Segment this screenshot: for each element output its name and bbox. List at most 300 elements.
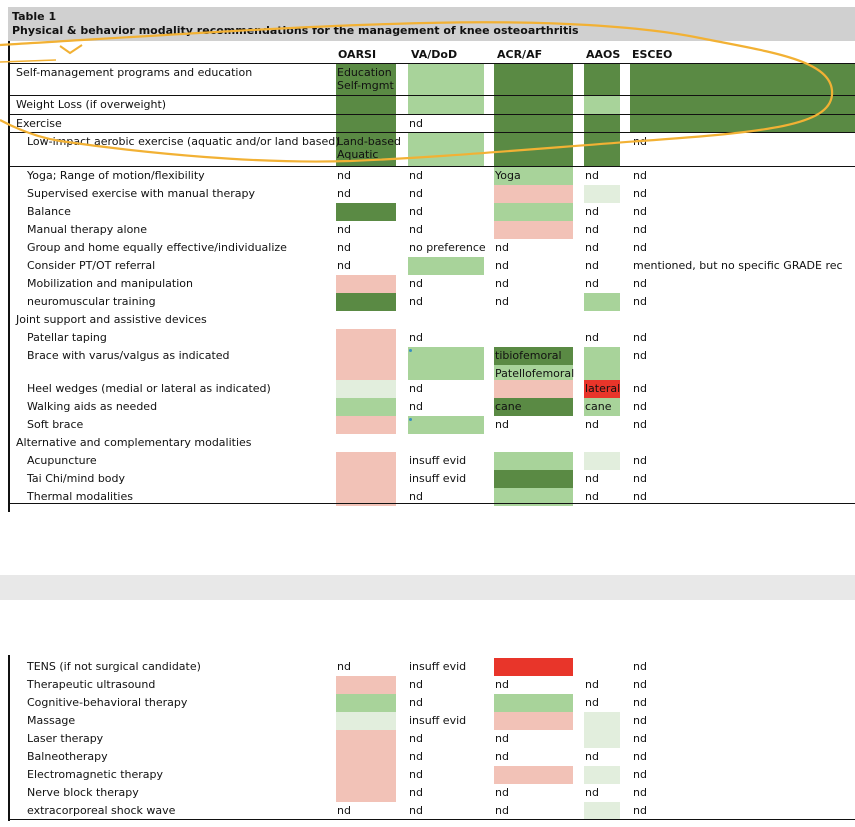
cell-text: nd — [409, 295, 423, 308]
row-label: Balneotherapy — [27, 750, 108, 763]
cell-acr-af — [494, 311, 573, 329]
cell-va-dod — [408, 257, 484, 275]
cell-esceo — [630, 784, 855, 802]
row-rule — [10, 503, 855, 504]
cell-text: lateral — [585, 382, 621, 395]
cell-acr-af — [494, 239, 573, 257]
marker-dot-icon — [409, 418, 412, 421]
table-row — [10, 185, 855, 203]
cell-va-dod — [408, 380, 484, 398]
table-row — [10, 293, 855, 311]
cell-esceo — [630, 658, 855, 676]
table-row — [10, 96, 855, 114]
cell-text: nd — [633, 241, 647, 254]
cell-text: nd — [585, 205, 599, 218]
cell-va-dod — [408, 398, 484, 416]
cell-acr-af — [494, 676, 573, 694]
table-row — [10, 275, 855, 293]
cell-text: nd — [633, 331, 647, 344]
cell-text: nd — [633, 223, 647, 236]
cell-oarsi — [336, 470, 396, 488]
cell-aaos — [584, 748, 620, 766]
cell-text: nd — [585, 169, 599, 182]
cell-va-dod — [408, 185, 484, 203]
row-label: Supervised exercise with manual therapy — [27, 187, 255, 200]
row-rule — [10, 819, 855, 820]
cell-text: nd — [633, 768, 647, 781]
cell-acr-af — [494, 115, 573, 132]
row-label: Joint support and assistive devices — [16, 313, 207, 326]
cell-text: nd — [409, 804, 423, 817]
table-row — [10, 133, 855, 166]
table-row — [10, 470, 855, 488]
row-label: Weight Loss (if overweight) — [16, 98, 167, 111]
cell-oarsi — [336, 730, 396, 748]
cell-text: nd — [409, 768, 423, 781]
cell-va-dod — [408, 434, 484, 452]
cell-esceo — [630, 730, 855, 748]
cell-acr-af — [494, 133, 573, 166]
table-row — [10, 64, 855, 95]
row-rule — [10, 95, 855, 96]
table-row — [10, 347, 855, 380]
row-label: Cognitive-behavioral therapy — [27, 696, 188, 709]
cell-oarsi — [336, 133, 401, 166]
cell-text: nd — [633, 382, 647, 395]
cell-aaos — [584, 185, 620, 203]
cell-va-dod — [408, 133, 484, 166]
cell-oarsi — [336, 766, 396, 784]
cell-esceo — [630, 380, 855, 398]
cell-text: nd — [585, 331, 599, 344]
cell-esceo — [630, 329, 855, 347]
cell-va-dod — [408, 470, 484, 488]
cell-va-dod — [408, 239, 484, 257]
cell-text: nd — [633, 696, 647, 709]
cell-text: nd — [409, 187, 423, 200]
cell-text: Land-based Aquatic — [337, 135, 401, 161]
table-row — [10, 452, 855, 470]
cell-text: nd — [337, 660, 351, 673]
annotation-tick-stroke — [60, 45, 82, 53]
cell-text: insuff evid — [409, 454, 467, 467]
row-label: Consider PT/OT referral — [27, 259, 156, 272]
cell-text: nd — [337, 804, 351, 817]
row-label: TENS (if not surgical candidate) — [27, 660, 201, 673]
cell-text: nd — [495, 295, 509, 308]
cell-esceo — [630, 748, 855, 766]
cell-aaos — [584, 96, 620, 114]
row-label: Group and home equally effective/individualize — [27, 241, 287, 254]
table-subtitle: Physical & behavior modality recommendations for the management of knee osteoarthritis — [12, 24, 579, 37]
cell-oarsi — [336, 96, 396, 114]
cell-aaos — [584, 380, 620, 398]
cell-text: nd — [409, 117, 423, 130]
cell-text: nd — [633, 169, 647, 182]
table-row — [10, 239, 855, 257]
cell-text: nd — [409, 277, 423, 290]
cell-text: nd — [337, 241, 351, 254]
cell-acr-af — [494, 658, 573, 676]
cell-text: Patellofemoral — [495, 367, 575, 380]
cell-text: nd — [633, 786, 647, 799]
cell-aaos — [584, 329, 620, 347]
cell-text: nd — [495, 241, 509, 254]
row-label: Electromagnetic therapy — [27, 768, 164, 781]
cell-text: Yoga — [495, 169, 521, 182]
cell-esceo — [630, 221, 855, 239]
row-label: Exercise — [16, 117, 62, 130]
cell-va-dod — [408, 329, 484, 347]
row-label: neuromuscular training — [27, 295, 156, 308]
cell-text: nd — [585, 696, 599, 709]
row-label: Manual therapy alone — [27, 223, 148, 236]
cell-aaos — [584, 470, 620, 488]
cell-oarsi — [336, 398, 396, 416]
table-row — [10, 380, 855, 398]
cell-esceo — [630, 64, 855, 95]
cell-oarsi — [336, 694, 396, 712]
cell-va-dod — [408, 658, 484, 676]
cell-text: nd — [633, 660, 647, 673]
cell-aaos — [584, 434, 620, 452]
row-label: Self-management programs and education — [16, 66, 253, 79]
cell-text: nd — [585, 259, 599, 272]
cell-acr-af — [494, 64, 573, 95]
table-row — [10, 167, 855, 185]
cell-aaos — [584, 452, 620, 470]
cell-oarsi — [336, 784, 396, 802]
row-label: Nerve block therapy — [27, 786, 139, 799]
cell-acr-af — [494, 434, 573, 452]
cell-acr-af — [494, 748, 573, 766]
cell-oarsi — [336, 658, 396, 676]
cell-oarsi — [336, 676, 396, 694]
table-panel-bottom — [0, 655, 855, 827]
column-header-va-dod: VA/DoD — [411, 48, 458, 61]
cell-oarsi — [336, 167, 396, 185]
cell-aaos — [584, 658, 620, 676]
cell-esceo — [630, 293, 855, 311]
table-title: Table 1 — [12, 10, 57, 23]
cell-acr-af — [494, 221, 573, 239]
column-header-esceo: ESCEO — [632, 48, 673, 61]
column-header-acr-af: ACR/AF — [497, 48, 543, 61]
cell-va-dod — [408, 293, 484, 311]
cell-esceo — [630, 115, 855, 132]
marker-dot-icon — [409, 349, 412, 352]
cell-text: nd — [633, 418, 647, 431]
cell-oarsi — [336, 64, 396, 95]
cell-acr-af — [494, 730, 573, 748]
cell-text: nd — [495, 277, 509, 290]
cell-esceo — [630, 203, 855, 221]
cell-text: nd — [633, 732, 647, 745]
table-row — [10, 115, 855, 132]
cell-text: insuff evid — [409, 472, 467, 485]
cell-text: nd — [495, 678, 509, 691]
cell-oarsi — [336, 434, 396, 452]
cell-esceo — [630, 257, 855, 275]
table-row — [10, 658, 855, 676]
cell-acr-af — [494, 203, 573, 221]
cell-oarsi — [336, 239, 396, 257]
row-label: Therapeutic ultrasound — [27, 678, 156, 691]
cell-esceo — [630, 470, 855, 488]
cell-esceo — [630, 712, 855, 730]
cell-acr-af — [494, 766, 573, 784]
cell-aaos — [584, 257, 620, 275]
cell-text: nd — [409, 678, 423, 691]
cell-text: nd — [337, 259, 351, 272]
cell-oarsi — [336, 416, 396, 434]
table-row — [10, 221, 855, 239]
cell-va-dod — [408, 730, 484, 748]
row-label: Heel wedges (medial or lateral as indicated) — [27, 382, 271, 395]
cell-va-dod — [408, 784, 484, 802]
cell-text: nd — [633, 750, 647, 763]
cell-esceo — [630, 239, 855, 257]
screenshot-separator — [0, 575, 855, 600]
cell-text: nd — [633, 400, 647, 413]
cell-text: nd — [409, 169, 423, 182]
table-row — [10, 712, 855, 730]
cell-text: nd — [633, 472, 647, 485]
row-rule — [10, 166, 855, 167]
cell-text: nd — [633, 205, 647, 218]
cell-text: tibiofemoral — [495, 349, 562, 362]
cell-oarsi — [336, 748, 396, 766]
table-row — [10, 802, 855, 820]
row-label: Laser therapy — [27, 732, 104, 745]
cell-aaos — [584, 221, 620, 239]
cell-oarsi — [336, 311, 396, 329]
cell-oarsi — [336, 203, 396, 221]
cell-va-dod — [408, 347, 484, 380]
cell-va-dod — [408, 275, 484, 293]
cell-text: nd — [495, 750, 509, 763]
cell-aaos — [584, 712, 620, 730]
cell-text: nd — [337, 187, 351, 200]
table-row — [10, 311, 855, 329]
cell-va-dod — [408, 452, 484, 470]
cell-aaos — [584, 311, 620, 329]
cell-aaos — [584, 239, 620, 257]
cell-va-dod — [408, 167, 484, 185]
row-label: Balance — [27, 205, 71, 218]
cell-va-dod — [408, 676, 484, 694]
cell-oarsi — [336, 802, 396, 820]
table-row — [10, 730, 855, 748]
cell-esceo — [630, 311, 855, 329]
cell-text: nd — [495, 732, 509, 745]
cell-esceo — [630, 275, 855, 293]
cell-text: nd — [495, 418, 509, 431]
cell-acr-af — [494, 293, 573, 311]
cell-text: nd — [633, 678, 647, 691]
cell-esceo — [630, 185, 855, 203]
cell-acr-af — [494, 380, 573, 398]
cell-esceo — [630, 96, 855, 114]
cell-esceo — [630, 766, 855, 784]
row-label: Alternative and complementary modalities — [16, 436, 252, 449]
row-label: Massage — [27, 714, 76, 727]
cell-text: nd — [409, 382, 423, 395]
cell-esceo — [630, 398, 855, 416]
cell-text: insuff evid — [409, 714, 467, 727]
cell-text: nd — [409, 223, 423, 236]
cell-acr-af — [494, 416, 573, 434]
table-row — [10, 434, 855, 452]
cell-va-dod — [408, 311, 484, 329]
cell-acr-af — [494, 694, 573, 712]
cell-aaos — [584, 398, 620, 416]
cell-text: nd — [585, 418, 599, 431]
cell-text: nd — [633, 804, 647, 817]
cell-text: nd — [585, 472, 599, 485]
table-row — [10, 416, 855, 434]
cell-text: nd — [633, 277, 647, 290]
table-row — [10, 748, 855, 766]
cell-text: nd — [633, 135, 647, 148]
table-row — [10, 694, 855, 712]
cell-aaos — [584, 133, 620, 166]
cell-acr-af — [494, 784, 573, 802]
cell-text: nd — [495, 786, 509, 799]
cell-text: nd — [633, 349, 647, 362]
cell-aaos — [584, 416, 620, 434]
cell-oarsi — [336, 452, 396, 470]
table-row — [10, 203, 855, 221]
table-row — [10, 329, 855, 347]
cell-text: nd — [633, 714, 647, 727]
cell-oarsi — [336, 712, 396, 730]
cell-text: cane — [495, 400, 522, 413]
row-label: Mobilization and manipulation — [27, 277, 193, 290]
row-rule — [10, 114, 855, 115]
cell-esceo — [630, 416, 855, 434]
row-label: Low-impact aerobic exercise (aquatic and/or land based) — [27, 135, 340, 148]
table-row — [10, 676, 855, 694]
cell-va-dod — [408, 748, 484, 766]
column-header-aaos: AAOS — [586, 48, 621, 61]
row-label: Patellar taping — [27, 331, 107, 344]
cell-acr-af — [494, 185, 573, 203]
row-label: Acupuncture — [27, 454, 97, 467]
cell-esceo — [630, 676, 855, 694]
cell-esceo — [630, 452, 855, 470]
cell-aaos — [584, 293, 620, 311]
cell-oarsi — [336, 185, 396, 203]
cell-text: nd — [409, 732, 423, 745]
cell-text: mentioned, but no specific GRADE rec — [633, 259, 843, 272]
cell-oarsi — [336, 293, 396, 311]
cell-va-dod — [408, 802, 484, 820]
cell-text: nd — [633, 187, 647, 200]
cell-acr-af-sub — [494, 365, 573, 380]
cell-acr-af — [494, 398, 573, 416]
row-rule — [10, 132, 855, 133]
cell-text: nd — [633, 454, 647, 467]
cell-text: nd — [585, 223, 599, 236]
cell-aaos — [584, 115, 620, 132]
cell-text: nd — [585, 241, 599, 254]
cell-oarsi — [336, 329, 396, 347]
row-label: Tai Chi/mind body — [27, 472, 126, 485]
cell-text: nd — [409, 696, 423, 709]
cell-text: nd — [585, 750, 599, 763]
cell-aaos — [584, 802, 620, 820]
cell-aaos — [584, 347, 620, 380]
cell-text: nd — [633, 490, 647, 503]
cell-acr-af — [494, 452, 573, 470]
row-label: Brace with varus/valgus as indicated — [27, 349, 230, 362]
cell-text: nd — [409, 490, 423, 503]
cell-aaos — [584, 167, 620, 185]
cell-va-dod — [408, 221, 484, 239]
cell-text: nd — [585, 678, 599, 691]
cell-text: nd — [633, 295, 647, 308]
cell-aaos — [584, 676, 620, 694]
row-label: Soft brace — [27, 418, 84, 431]
column-header-oarsi: OARSI — [338, 48, 377, 61]
cell-aaos — [584, 784, 620, 802]
cell-text: no preference — [409, 241, 486, 254]
cell-esceo — [630, 133, 855, 166]
cell-aaos — [584, 64, 620, 95]
cell-text: nd — [409, 786, 423, 799]
cell-oarsi — [336, 347, 396, 380]
cell-text: nd — [337, 169, 351, 182]
table-row — [10, 398, 855, 416]
cell-acr-af — [494, 257, 573, 275]
cell-text: nd — [495, 259, 509, 272]
cell-text: nd — [409, 205, 423, 218]
cell-acr-af — [494, 329, 573, 347]
cell-text: insuff evid — [409, 660, 467, 673]
cell-oarsi — [336, 115, 396, 132]
table-row — [10, 257, 855, 275]
cell-va-dod — [408, 766, 484, 784]
cell-acr-af — [494, 470, 573, 488]
cell-va-dod — [408, 416, 484, 434]
cell-va-dod — [408, 115, 484, 132]
cell-acr-af — [494, 275, 573, 293]
cell-va-dod — [408, 694, 484, 712]
cell-esceo — [630, 694, 855, 712]
cell-esceo — [630, 347, 855, 380]
cell-esceo — [630, 802, 855, 820]
cell-text: nd — [409, 331, 423, 344]
cell-oarsi — [336, 380, 396, 398]
cell-text: nd — [585, 277, 599, 290]
cell-acr-af — [494, 802, 573, 820]
cell-oarsi — [336, 221, 396, 239]
cell-va-dod — [408, 203, 484, 221]
table-row — [10, 784, 855, 802]
cell-text: cane — [585, 400, 612, 413]
cell-acr-af — [494, 96, 573, 114]
cell-text: nd — [409, 750, 423, 763]
row-label: extracorporeal shock wave — [27, 804, 176, 817]
cell-aaos — [584, 766, 620, 784]
cell-acr-af — [494, 167, 573, 185]
cell-aaos — [584, 694, 620, 712]
cell-va-dod — [408, 96, 484, 114]
cell-va-dod — [408, 64, 484, 95]
cell-va-dod — [408, 712, 484, 730]
cell-esceo — [630, 167, 855, 185]
